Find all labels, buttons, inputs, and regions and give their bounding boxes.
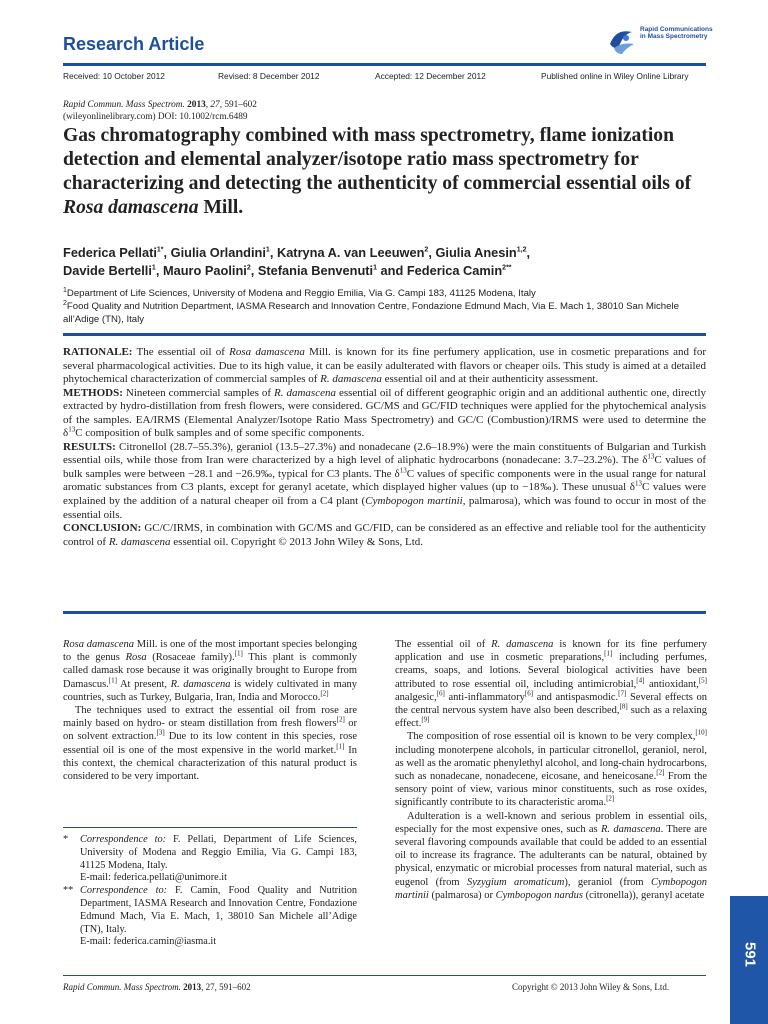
author-name: Stefania Benvenuti (257, 263, 374, 278)
affiliation-text: Department of Life Sciences, University of Modena and Reggio Emilia, Via G. Campi 183, 41125 Modena, Italy (66, 288, 536, 299)
page-number-tab (730, 896, 768, 1024)
accepted-date: Accepted: 12 December 2012 (375, 71, 486, 81)
citation-pages: 591–602 (224, 100, 257, 110)
page-number: 591 (741, 941, 759, 968)
article-title-species: Rosa damascena (63, 197, 199, 218)
affiliation (63, 300, 713, 326)
header-rule (63, 63, 706, 66)
author-affiliation-mark: 2** (502, 264, 512, 272)
correspondence-mark: ** (63, 885, 74, 897)
citation-year: 2013 (187, 100, 206, 110)
abstract-methods (63, 387, 706, 441)
author-name: Giulia Anesin (435, 245, 517, 260)
published-note: Published online in Wiley Online Library (541, 71, 689, 81)
affiliation-text: Food Quality and Nutrition Department, IASMA Research and Innovation Centre, Fondazione Edmund Mach, Via E. Mach 1, 38010 San Michele all’Adige (TN), Italy (63, 301, 679, 325)
author-name: Federica Pellati (63, 245, 157, 260)
body-paragraph: Rosa damascena Mill. is one of the most important species belonging to the genus Rosa (Rosaceae family).[1] This plant is commonly called damask rose because it was originally brought to Europe from Damascus.[1] At present, R. damascena is widely cultivated in many countries, such as Turkey, Bulgaria, Iran, India and Morocco.[2] (63, 639, 358, 703)
footer-copyright: Copyright © 2013 John Wiley & Sons, Ltd. (512, 982, 670, 992)
author-affiliation-mark: 2 (424, 246, 429, 254)
author-affiliation-mark: 1,2 (516, 246, 527, 254)
abstract-conclusion-label: CONCLUSION: (63, 522, 142, 535)
author-name: Mauro Paolini (162, 263, 247, 278)
abstract (63, 346, 706, 549)
abstract-methods-label: METHODS: (63, 386, 123, 399)
correspondence-block (63, 834, 357, 949)
body-right-column (395, 638, 707, 902)
affiliation-mark: 1 (63, 286, 67, 294)
abstract-conclusion (63, 522, 706, 549)
footer-rule (63, 975, 706, 976)
abstract-results-label: RESULTS: (63, 440, 116, 453)
journal-logo-text: Rapid Communications in Mass Spectrometry (640, 26, 713, 41)
affiliation-mark: 2 (63, 299, 67, 307)
affiliation (63, 287, 713, 300)
author-name: Giulia Orlandini (170, 245, 266, 260)
citation-volume: 27 (210, 100, 220, 110)
body-paragraph: The composition of rose essential oil is known to be very complex,[10] including monoterpene alcohols, in particular citronellol, geraniol, nerol, as well as the aromatic phenylethyl alcohol, and long-chain hydrocarbons, such as nonadecane, nonadecene, eicosane, and heneicosane.[2] From the sensory point of view, various minor constituents, such as rose oxides, significantly contribute to its characteristic aroma.[2] (395, 728, 707, 809)
correspondence-text: Correspondence to: F. Pellati, Department of Life Sciences, University of Modena and Reggio Emilia, Via G. Campi 183, 41125 Modena, Italy. E-mail: federica.pellati@unimore.it (80, 834, 357, 884)
citation-doi: (wileyonlinelibrary.com) DOI: 10.1002/rcm.6489 (63, 112, 248, 122)
author-name: Katryna A. van Leeuwen (276, 245, 425, 260)
journal-logo-icon (604, 24, 638, 58)
citation (63, 99, 257, 123)
revised-date: Revised: 8 December 2012 (218, 71, 320, 81)
abstract-conclusion-text: GC/C/IRMS, in combination with GC/MS and GC/FID, can be considered as an effective and reliable tool for the authenticity control of R. damascena essential oil. Copyright © 2013 John Wiley & Sons, Ltd. (63, 522, 706, 548)
body-paragraph: Adulteration is a well-known and serious problem in essential oils, especially for the most expensive ones, such as R. damascena. There are several flavoring compounds available that could be added to an essential oil to increase its fragrance. The adulterants can be natural, obtained by physical, enzymatic or microbial processes from natural material, such as eugenol (from Syzygium aromaticum), geraniol (from Cymbopogon martinii (palmarosa) or Cymbopogon nardus (citronella)), geranyl acetate (395, 810, 708, 901)
article-title-main: Gas chromatography combined with mass spectrometry, flame ionization detection and elemental analyzer/isotope ratio mass spectrometry for characterizing and detecting the authenticity of commercial essential oils of (63, 125, 692, 194)
abstract-rationale-label: RATIONALE: (63, 346, 133, 358)
footer-journal: Rapid Commun. Mass Spectrom. (63, 982, 181, 992)
body-paragraph: The techniques used to extract the essential oil from rose are mainly based on hydro- or steam distillation from fresh flowers[2] or on solvent extraction.[3] Due to its low content in this species, rose essential oil is one of the most expensive in the world market.[1] In this context, the chemical characterization of this natural product is considered to be very important. (63, 705, 358, 783)
citation-journal: Rapid Commun. Mass Spectrom. (63, 100, 185, 110)
abstract-rationale (63, 346, 706, 387)
correspondence-rule (63, 827, 357, 828)
section-label: Research Article (63, 34, 205, 54)
correspondence-mark: * (63, 834, 69, 845)
correspondence-entry (63, 885, 357, 949)
abstract-results-text: Citronellol (28.7–55.3%), geraniol (13.5–27.3%) and nonadecane (2.6–18.9%) were the main constituents of Bulgarian and Turkish essential oils, while those from Iran were characterized by a high level of aliphatic hydrocarbons (nonadecane: 3.7–23.2%). The $\delta^{13}C$ values of bulk samples were between −28.1 and −26.9‰, typical for C3 plants. The $\delta^{13}C$ values of specific components were in the usual range for natural aromatic substances from C3 plants, except for geranyl acetate, which displayed higher values (up to −18‰). These unusual $\delta^{13}C$ values were explained by the addition of a natural cheaper oil from a C4 plant (Cymbopogon martinii, palmarosa), which was found to occur in most of the essential oils. (63, 440, 706, 521)
author-affiliation-mark: 1 (151, 264, 156, 272)
body-left-column (63, 638, 357, 783)
author-affiliation-mark: 1* (156, 246, 164, 254)
article-title-suffix: Mill. (203, 197, 244, 218)
received-date: Received: 10 October 2012 (63, 71, 165, 81)
abstract-top-rule (63, 333, 706, 336)
abstract-results (63, 441, 706, 522)
correspondence-entry (63, 834, 357, 885)
abstract-rationale-text: The essential oil of Rosa damascena Mill. is known for its fine perfumery application, use in cosmetic preparations and for several pharmacological activities. Due to its high value, it can be easily adulterated with flavors or cheaper oils. This study is aimed at a detailed phytochemical characterization of commercial samples of R. damascena essential oil and at their authenticity assessment. (63, 346, 707, 386)
article-title (63, 124, 713, 220)
journal-logo (604, 24, 714, 58)
abstract-bottom-rule (63, 611, 706, 614)
author-affiliation-mark: 1 (265, 246, 270, 254)
citation-line-1: Rapid Commun. Mass Spectrom. 2013, 27, 591–602 (63, 100, 257, 110)
footer-year: 2013 (183, 982, 202, 992)
affiliations (63, 287, 713, 326)
footer-citation (63, 982, 251, 992)
author-affiliation-mark: 2 (246, 264, 251, 272)
author-name: Federica Camin (406, 263, 503, 278)
abstract-methods-text: Nineteen commercial samples of R. damascena essential oil of different geographic origin and an additional authentic one, directly extracted by hydro-distillation from fresh flowers, were considered. GC/MS and GC/FID techniques were applied for the phytochemical analysis of the samples. EA/IRMS (Elemental Analyzer/Isotope Ratio Mass Spectrometry) and GC/C (Combustion)/IRMS were used to determine the $\delta^{13}C$ composition of bulk samples and of some specific components. (63, 386, 706, 440)
body-paragraph: The essential oil of R. damascena is known for its fine perfumery application and use in cosmetic preparations,[1] including perfumes, creams, soaps, and lotions. Several biological activities have been attributed to rose essential oil, including antimicrobial,[4] antioxidant,[5] analgesic,[6] anti-inflammatory[6] and antispasmodic.[7] Several effects on the central nervous system have also been described,[8] such as a relaxing effect.[9] (395, 639, 708, 730)
author-name: Davide Bertelli (63, 263, 152, 278)
correspondence-text: Correspondence to: F. Camin, Food Quality and Nutrition Department, IASMA Research and Innovation Centre, Fondazione Edmund Mach, Via E. Mach, 1, 38010 San Michele all’Adige (TN), Italy. E-mail: federica.camin@iasma.it (80, 885, 357, 948)
author-list: Federica Pellati$^{1*}$, Giulia Orlandini$^1$, Katryna A. van Leeuwen$^2$, Giulia Anesin$^{1,2}$, Davide Bertelli$^1$, Mauro Paolini$^2$, Stefania Benvenuti$^1$ and Federica Camin$^{2**}$ (63, 245, 531, 278)
author-affiliation-mark: 1 (373, 264, 377, 272)
footer-volume-pages: , 27, 591–602 (201, 982, 251, 992)
